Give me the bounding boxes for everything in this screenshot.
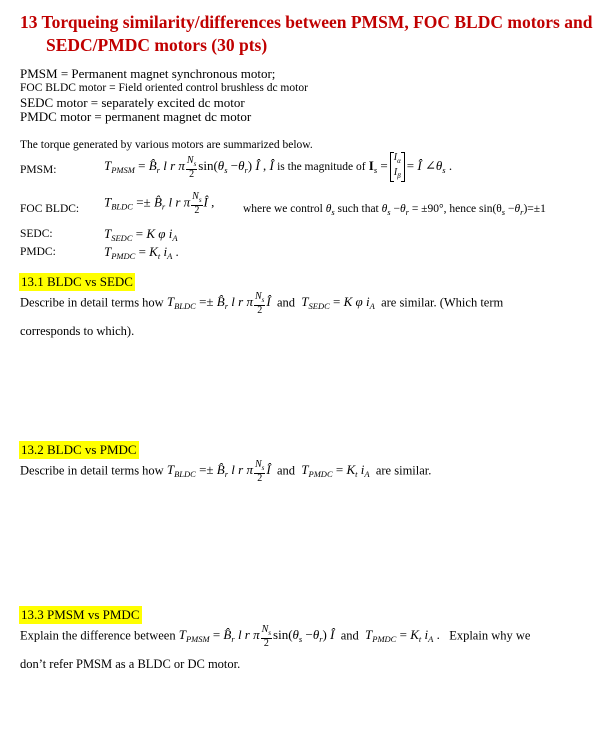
- section-13-2-question: Describe in detail terms how $T_{BLDC}$ =± $B̂_r$ l r π $\frac{N_s}{2}$ Î and $T_{PMDC} = K_t$ $i_A$ are similar.: [20, 459, 432, 484]
- equation-pmdc: $T_{PMDC} = K_t$ $i_A$ .: [104, 244, 179, 261]
- definition-pmsm: PMSM = Permanent magnet synchronous motor;: [20, 66, 276, 81]
- question-title-line2: SEDC/PMDC motors (30 pts): [46, 35, 268, 55]
- label-foc-bldc: FOC BLDC:: [20, 203, 80, 215]
- label-sedc: SEDC:: [20, 228, 53, 240]
- intro-text: The torque generated by various motors are summarized below.: [20, 139, 313, 151]
- section-13-1-question: Describe in detail terms how $T_{BLDC}$ =± $B̂_r$ l r π $\frac{N_s}{2}$ Î and $T_{SEDC} = K$ φ $i_A$ are similar. (Which term: [20, 291, 504, 316]
- section-13-3-question: Explain the difference between $T_{PMSM}$ = $B̂_r$ l r π $\frac{N_s}{2}$ $\sin(\theta_s -\theta_r)$ Î and $T_{PMDC} = K_t$ $i_A$ . Explain why we: [20, 624, 531, 649]
- section-13-1-heading: 13.1 BLDC vs SEDC: [21, 274, 133, 289]
- section-13-3-heading: 13.3 PMSM vs PMDC: [21, 607, 140, 622]
- question-title-line1: 13 Torqueing similarity/differences between PMSM, FOC BLDC motors and: [20, 12, 593, 32]
- foc-condition: where we control $\theta_s$ such that $\theta_s -\theta_r = \pm 90^\circ$, hence $\sin(\theta_s -\theta_r)=\pm 1$: [243, 203, 546, 217]
- section-13-2-heading: 13.2 BLDC vs PMDC: [21, 442, 137, 457]
- equation-foc-bldc: $T_{BLDC}$ =± $B̂_r$ l r π $\frac{N_s}{2}$ Î ,: [104, 191, 215, 216]
- definition-foc-bldc: FOC BLDC motor = Field oriented control brushless dc motor: [20, 82, 308, 94]
- label-pmsm: PMSM:: [20, 164, 57, 176]
- definition-sedc: SEDC motor = separately excited dc motor: [20, 95, 245, 110]
- section-13-1-question-cont: corresponds to which).: [20, 324, 135, 338]
- pmsm-magnitude-text: is the magnitude of: [277, 160, 366, 173]
- section-13-3-question-cont: don’t refer PMSM as a BLDC or DC motor.: [20, 657, 241, 671]
- equation-pmsm: $T_{PMSM}$ = $B̂_r$ l r π $\frac{N_s}{2}$ $\sin(\theta_s -\theta_r)$ Î , Î is the magnitude of $I_s =I_\alpha$ $I_\beta=$ Î $\angle\theta_s$ .: [104, 152, 453, 180]
- equation-sedc: $T_{SEDC} = K$ φ $i_A$: [104, 226, 178, 243]
- definition-pmdc: PMDC motor = permanent magnet dc motor: [20, 109, 252, 124]
- label-pmdc: PMDC:: [20, 246, 56, 258]
